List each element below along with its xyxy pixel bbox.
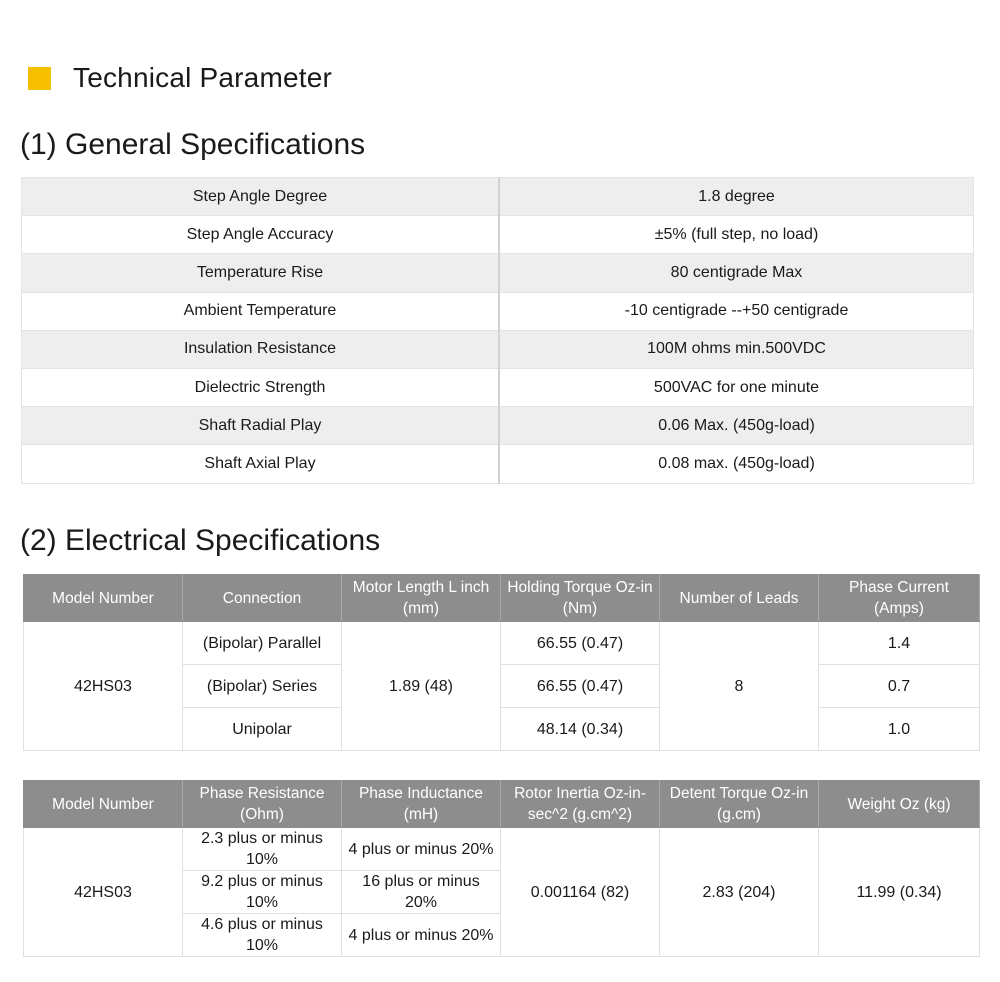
- column-header: Connection: [183, 575, 342, 622]
- column-header: Weight Oz (kg): [819, 781, 980, 828]
- table-header-row: [24, 575, 980, 622]
- spec-label: Insulation Resistance: [22, 330, 500, 368]
- table-row: [22, 445, 974, 483]
- phase-resistance-cell: 9.2 plus or minus 10%: [183, 871, 342, 914]
- column-header: Phase Resistance (Ohm): [183, 781, 342, 828]
- spec-label: Shaft Radial Play: [22, 407, 500, 445]
- column-header: Detent Torque Oz-in (g.cm): [660, 781, 819, 828]
- table-row: [24, 828, 980, 871]
- general-specifications-heading: (1) General Specifications: [20, 128, 366, 161]
- table-row: [22, 178, 974, 216]
- spec-label: Step Angle Accuracy: [22, 216, 500, 254]
- page-title: Technical Parameter: [73, 62, 333, 93]
- column-header: Phase Current (Amps): [819, 575, 980, 622]
- column-header: Phase Inductance (mH): [342, 781, 501, 828]
- phase-resistance-cell: 2.3 plus or minus 10%: [183, 828, 342, 871]
- column-header: Rotor Inertia Oz-in-sec^2 (g.cm^2): [501, 781, 660, 828]
- model-number-cell: 42HS03: [24, 828, 183, 957]
- spec-label: Temperature Rise: [22, 254, 500, 292]
- section-header: [28, 60, 332, 96]
- holding-torque-cell: 66.55 (0.47): [501, 622, 660, 665]
- spec-label: Step Angle Degree: [22, 178, 500, 216]
- spec-value: 0.08 max. (450g-load): [499, 445, 974, 483]
- column-header: Number of Leads: [660, 575, 819, 622]
- connection-cell: (Bipolar) Series: [183, 665, 342, 708]
- detent-torque-cell: 2.83 (204): [660, 828, 819, 957]
- table-row: [22, 292, 974, 330]
- spec-value: 80 centigrade Max: [499, 254, 974, 292]
- spec-label: Dielectric Strength: [22, 368, 500, 406]
- phase-inductance-cell: 4 plus or minus 20%: [342, 914, 501, 957]
- phase-inductance-cell: 4 plus or minus 20%: [342, 828, 501, 871]
- table-row: [22, 254, 974, 292]
- number-of-leads-cell: 8: [660, 622, 819, 751]
- spec-label: Shaft Axial Play: [22, 445, 500, 483]
- electrical-table-1: [23, 574, 980, 751]
- connection-cell: (Bipolar) Parallel: [183, 622, 342, 665]
- weight-cell: 11.99 (0.34): [819, 828, 980, 957]
- table-header-row: [24, 781, 980, 828]
- phase-inductance-cell: 16 plus or minus 20%: [342, 871, 501, 914]
- spec-value: 0.06 Max. (450g-load): [499, 407, 974, 445]
- rotor-inertia-cell: 0.001164 (82): [501, 828, 660, 957]
- spec-value: -10 centigrade --+50 centigrade: [499, 292, 974, 330]
- table-row: [22, 216, 974, 254]
- phase-current-cell: 0.7: [819, 665, 980, 708]
- phase-current-cell: 1.4: [819, 622, 980, 665]
- column-header: Model Number: [24, 575, 183, 622]
- column-header: Motor Length L inch (mm): [342, 575, 501, 622]
- table-row: [22, 368, 974, 406]
- table-row: [24, 622, 980, 665]
- column-header: Model Number: [24, 781, 183, 828]
- spec-label: Ambient Temperature: [22, 292, 500, 330]
- general-specifications-table: [21, 177, 974, 484]
- model-number-cell: 42HS03: [24, 622, 183, 751]
- column-header: Holding Torque Oz-in (Nm): [501, 575, 660, 622]
- phase-current-cell: 1.0: [819, 708, 980, 751]
- connection-cell: Unipolar: [183, 708, 342, 751]
- motor-length-cell: 1.89 (48): [342, 622, 501, 751]
- spec-value: 1.8 degree: [499, 178, 974, 216]
- electrical-specifications-heading: (2) Electrical Specifications: [20, 524, 381, 557]
- holding-torque-cell: 48.14 (0.34): [501, 708, 660, 751]
- spec-value: 500VAC for one minute: [499, 368, 974, 406]
- table-row: [22, 330, 974, 368]
- spec-value: ±5% (full step, no load): [499, 216, 974, 254]
- table-row: [22, 407, 974, 445]
- phase-resistance-cell: 4.6 plus or minus 10%: [183, 914, 342, 957]
- accent-square-icon: [28, 67, 51, 90]
- spec-value: 100M ohms min.500VDC: [499, 330, 974, 368]
- electrical-table-2: [23, 780, 980, 957]
- holding-torque-cell: 66.55 (0.47): [501, 665, 660, 708]
